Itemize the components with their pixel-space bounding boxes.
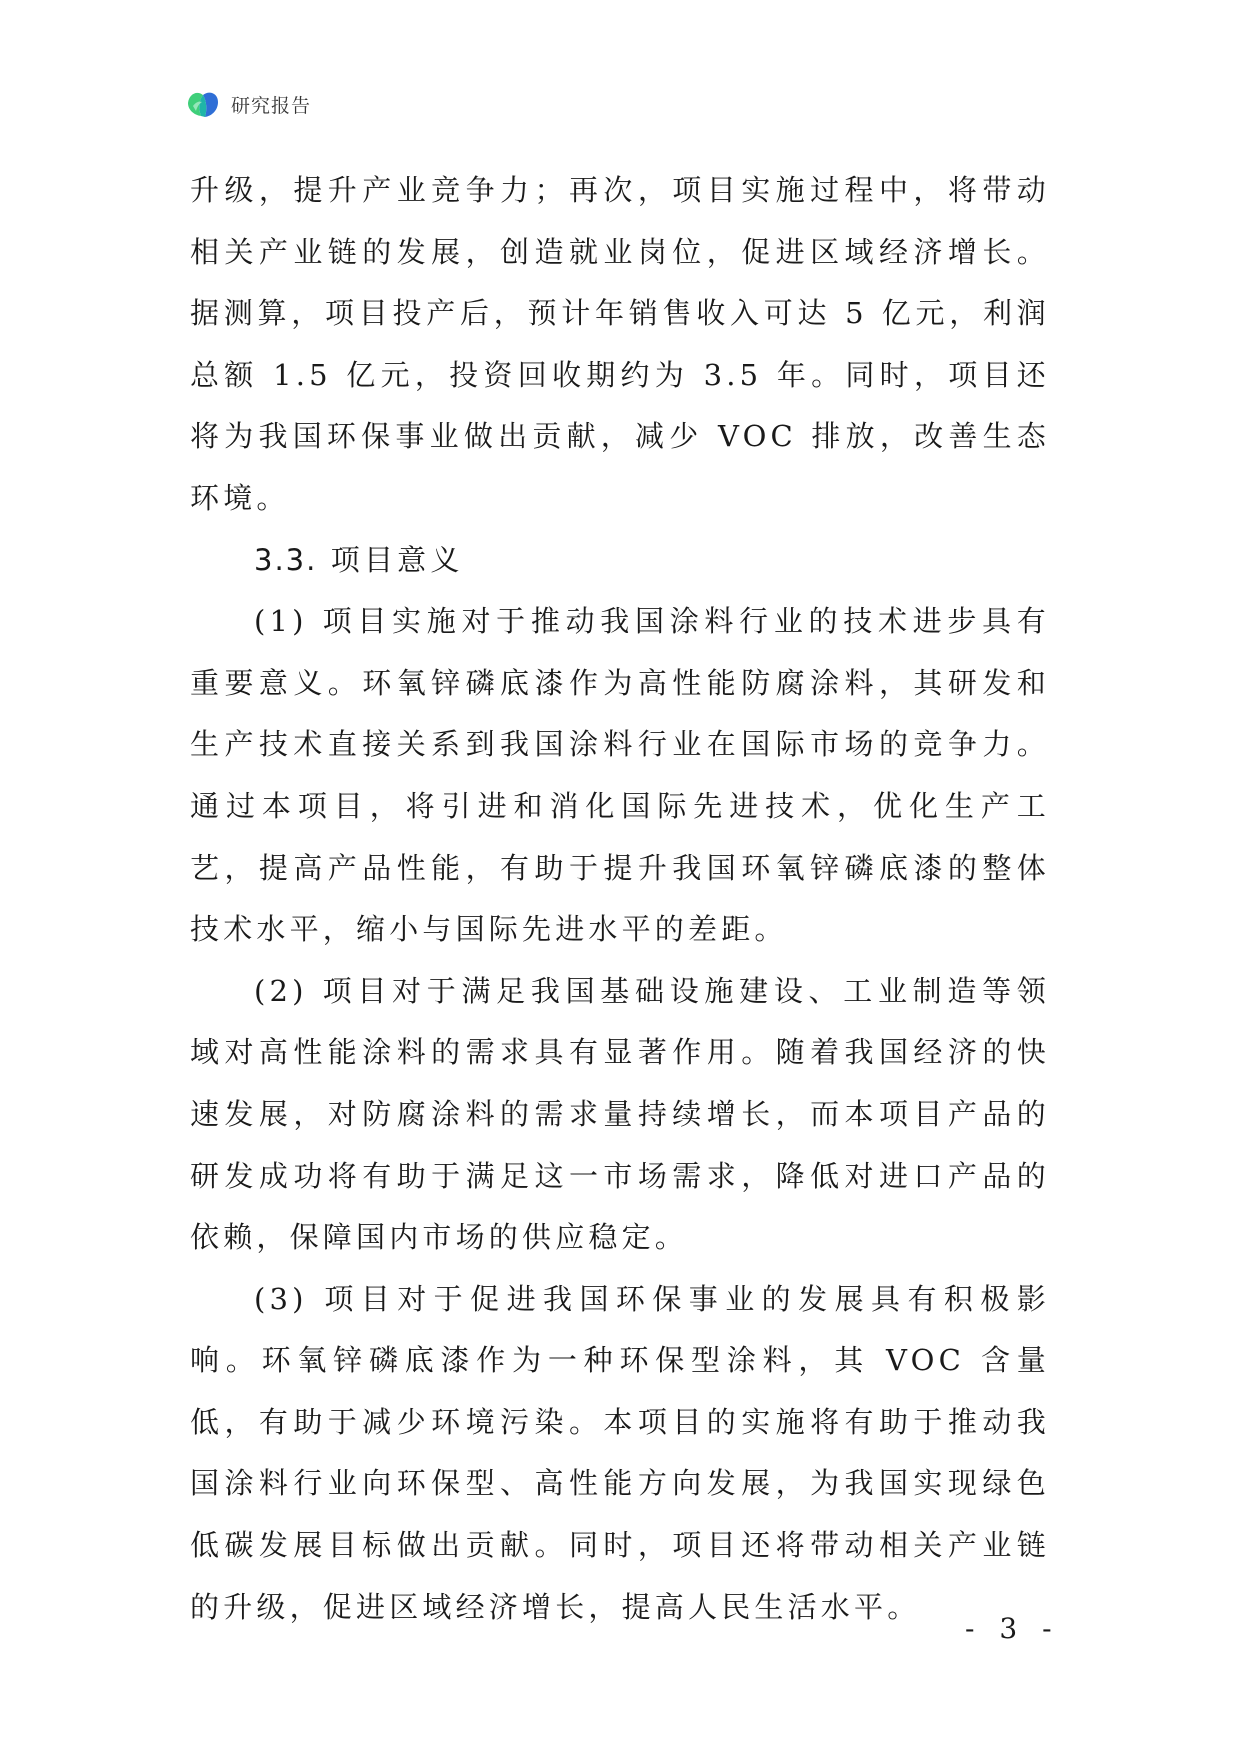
paragraph-point-3: (3) 项目对于促进我国环保事业的发展具有积极影响。环氧锌磷底漆作为一种环保型涂料，其 VOC 含量低，有助于减少环境污染。本项目的实施将有助于推动我国涂料行业向环保型、高性能方向发展，为我国实现绿色低碳发展目标做出贡献。同时，项目还将带动相关产业链的升级，促进区域经济增长，提高人民生活水平。 [190,1281,1050,1624]
section-heading [190,530,1050,592]
page-number: - 3 - [965,1612,1060,1645]
brand-leaf-logo-icon [185,86,221,122]
paragraph-point-2: (2) 项目对于满足我国基础设施建设、工业制造等领域对高性能涂料的需求具有显著作用。随着我国经济的快速发展，对防腐涂料的需求量持续增长，而本项目产品的研发成功将有助于满足这一市场需求，降低对进口产品的依赖，保障国内市场的供应稳定。 [190,973,1050,1255]
document-body [190,160,1050,1638]
paragraph-intro: 升级，提升产业竞争力；再次，项目实施过程中，将带动相关产业链的发展，创造就业岗位，促进区域经济增长。据测算，项目投产后，预计年销售收入可达 5 亿元，利润总额 1.5 亿元，投资回收期约为 3.5 年。同时，项目还将为我国环保事业做出贡献，减少 VOC 排放，改善生态环境。 [190,173,1050,515]
report-label: 研究报告 [231,94,312,117]
section-title: 项目意义 [330,542,464,577]
section-number: 3.3. [254,542,318,577]
paragraph-point-1: (1) 项目实施对于推动我国涂料行业的技术进步具有重要意义。环氧锌磷底漆作为高性能防腐涂料，其研发和生产技术直接关系到我国涂料行业在国际市场的竞争力。通过本项目，将引进和消化国际先进技术，优化生产工艺，提高产品性能，有助于提升我国环氧锌磷底漆的整体技术水平，缩小与国际先进水平的差距。 [190,604,1050,947]
report-header [185,86,311,122]
